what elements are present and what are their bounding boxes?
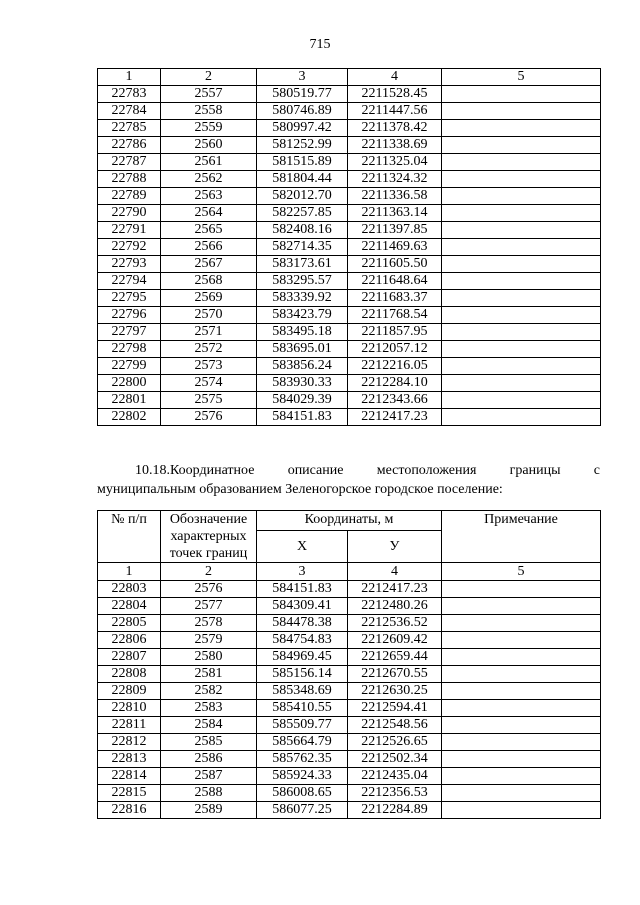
cell-note [442,717,601,734]
cell-point: 2580 [161,649,257,666]
cell-point: 2577 [161,598,257,615]
page-number: 715 [309,37,331,52]
cell-num: 22811 [98,717,161,734]
cell-point: 2576 [161,581,257,598]
cell-num: 22784 [98,103,161,120]
cell-num: 22810 [98,700,161,717]
column-number: 2 [161,69,257,86]
cell-note [442,239,601,256]
cell-point: 2585 [161,734,257,751]
table-body [98,581,601,819]
cell-note [442,375,601,392]
cell-point: 2559 [161,120,257,137]
cell-point: 2589 [161,802,257,819]
cell-y: 2212480.26 [348,598,442,615]
cell-point: 2588 [161,785,257,802]
cell-num: 22805 [98,615,161,632]
cell-y: 2212630.25 [348,683,442,700]
cell-note [442,86,601,103]
cell-note [442,273,601,290]
table-row [98,120,601,137]
table-row [98,598,601,615]
cell-y: 2211447.56 [348,103,442,120]
section-heading [97,461,600,499]
cell-x: 581804.44 [257,171,348,188]
cell-point: 2581 [161,666,257,683]
cell-point: 2560 [161,137,257,154]
cell-y: 2211857.95 [348,324,442,341]
header-note: Примечание [442,511,601,563]
cell-num: 22796 [98,307,161,324]
coordinates-table [97,510,601,819]
cell-point: 2584 [161,717,257,734]
cell-x: 583930.33 [257,375,348,392]
cell-point: 2583 [161,700,257,717]
table-row [98,341,601,358]
table-row [98,785,601,802]
cell-note [442,802,601,819]
table-row [98,409,601,426]
cell-x: 580519.77 [257,86,348,103]
cell-point: 2565 [161,222,257,239]
section-heading-line: 10.18.Координатное описание местоположения границы с [135,463,600,478]
cell-num: 22788 [98,171,161,188]
cell-point: 2561 [161,154,257,171]
column-number: 3 [257,563,348,581]
cell-x: 584151.83 [257,409,348,426]
cell-point: 2573 [161,358,257,375]
cell-num: 22806 [98,632,161,649]
column-number: 1 [98,69,161,86]
cell-x: 584969.45 [257,649,348,666]
column-number: 2 [161,563,257,581]
cell-x: 585348.69 [257,683,348,700]
table-row [98,188,601,205]
column-number-row [98,69,601,86]
cell-num: 22802 [98,409,161,426]
table-row [98,683,601,700]
cell-point: 2578 [161,615,257,632]
column-number: 5 [442,69,601,86]
cell-num: 22793 [98,256,161,273]
table-row [98,751,601,768]
cell-note [442,154,601,171]
cell-note [442,615,601,632]
cell-note [442,751,601,768]
cell-y: 2211683.37 [348,290,442,307]
cell-y: 2212284.10 [348,375,442,392]
table-row [98,632,601,649]
cell-y: 2211336.58 [348,188,442,205]
table-row [98,324,601,341]
cell-note [442,256,601,273]
cell-num: 22813 [98,751,161,768]
cell-x: 585664.79 [257,734,348,751]
cell-note [442,632,601,649]
table-row [98,171,601,188]
cell-note [442,392,601,409]
table-row [98,358,601,375]
cell-num: 22783 [98,86,161,103]
cell-x: 582714.35 [257,239,348,256]
cell-num: 22787 [98,154,161,171]
table-row [98,392,601,409]
table-body [98,86,601,426]
cell-note [442,649,601,666]
column-number: 1 [98,563,161,581]
table-row [98,154,601,171]
cell-y: 2212659.44 [348,649,442,666]
table-row [98,700,601,717]
cell-x: 583173.61 [257,256,348,273]
cell-num: 22808 [98,666,161,683]
cell-note [442,409,601,426]
header-row [98,511,601,531]
column-number: 4 [348,69,442,86]
cell-point: 2574 [161,375,257,392]
cell-x: 585156.14 [257,666,348,683]
cell-y: 2212670.55 [348,666,442,683]
table-row [98,256,601,273]
cell-x: 583495.18 [257,324,348,341]
cell-y: 2211648.64 [348,273,442,290]
cell-note [442,734,601,751]
cell-point: 2579 [161,632,257,649]
cell-num: 22816 [98,802,161,819]
cell-x: 580997.42 [257,120,348,137]
header-designation: Обозначение характерных точек границ [161,511,257,563]
table-row [98,615,601,632]
table-row [98,666,601,683]
cell-point: 2575 [161,392,257,409]
cell-x: 582012.70 [257,188,348,205]
cell-y: 2212548.56 [348,717,442,734]
cell-num: 22790 [98,205,161,222]
cell-note [442,683,601,700]
cell-x: 585509.77 [257,717,348,734]
table-row [98,717,601,734]
cell-point: 2582 [161,683,257,700]
cell-y: 2212609.42 [348,632,442,649]
cell-y: 2211363.14 [348,205,442,222]
cell-note [442,290,601,307]
header-x: X [257,530,348,562]
cell-y: 2211605.50 [348,256,442,273]
cell-x: 586008.65 [257,785,348,802]
cell-note [442,581,601,598]
cell-num: 22794 [98,273,161,290]
cell-y: 2212343.66 [348,392,442,409]
cell-y: 2212594.41 [348,700,442,717]
cell-x: 583339.92 [257,290,348,307]
cell-x: 584151.83 [257,581,348,598]
cell-note [442,666,601,683]
cell-y: 2211528.45 [348,86,442,103]
table-row [98,375,601,392]
cell-x: 581252.99 [257,137,348,154]
cell-point: 2568 [161,273,257,290]
cell-num: 22815 [98,785,161,802]
cell-point: 2562 [161,171,257,188]
cell-y: 2211378.42 [348,120,442,137]
cell-x: 584754.83 [257,632,348,649]
cell-x: 585410.55 [257,700,348,717]
cell-note [442,307,601,324]
cell-y: 2211397.85 [348,222,442,239]
cell-x: 584478.38 [257,615,348,632]
cell-note [442,188,601,205]
cell-x: 580746.89 [257,103,348,120]
cell-x: 585762.35 [257,751,348,768]
cell-y: 2211768.54 [348,307,442,324]
cell-point: 2564 [161,205,257,222]
table-row [98,137,601,154]
cell-y: 2212502.34 [348,751,442,768]
table-row [98,649,601,666]
cell-num: 22814 [98,768,161,785]
cell-point: 2572 [161,341,257,358]
column-number-row [98,563,601,581]
cell-note [442,785,601,802]
cell-num: 22791 [98,222,161,239]
table-row [98,86,601,103]
cell-num: 22786 [98,137,161,154]
cell-num: 22792 [98,239,161,256]
coordinates-table-continued [97,68,601,426]
table-row [98,239,601,256]
column-number: 3 [257,69,348,86]
cell-x: 582408.16 [257,222,348,239]
cell-num: 22801 [98,392,161,409]
cell-x: 581515.89 [257,154,348,171]
table-row [98,768,601,785]
cell-y: 2212526.65 [348,734,442,751]
column-number: 5 [442,563,601,581]
column-number: 4 [348,563,442,581]
table-row [98,222,601,239]
cell-num: 22797 [98,324,161,341]
table-row [98,273,601,290]
cell-note [442,137,601,154]
cell-x: 584029.39 [257,392,348,409]
cell-x: 583423.79 [257,307,348,324]
cell-point: 2570 [161,307,257,324]
cell-num: 22807 [98,649,161,666]
cell-y: 2212356.53 [348,785,442,802]
cell-x: 584309.41 [257,598,348,615]
table-row [98,307,601,324]
cell-point: 2567 [161,256,257,273]
cell-y: 2211324.32 [348,171,442,188]
cell-y: 2211469.63 [348,239,442,256]
cell-point: 2587 [161,768,257,785]
cell-note [442,700,601,717]
cell-point: 2569 [161,290,257,307]
cell-y: 2211338.69 [348,137,442,154]
cell-note [442,768,601,785]
cell-point: 2571 [161,324,257,341]
cell-point: 2576 [161,409,257,426]
table-row [98,802,601,819]
cell-y: 2212536.52 [348,615,442,632]
section-heading-line: муниципальным образованием Зеленогорское городское поселение: [97,482,503,497]
cell-num: 22812 [98,734,161,751]
table-row [98,581,601,598]
cell-x: 583695.01 [257,341,348,358]
cell-num: 22800 [98,375,161,392]
cell-point: 2566 [161,239,257,256]
cell-point: 2558 [161,103,257,120]
cell-x: 583295.57 [257,273,348,290]
table-row [98,205,601,222]
cell-num: 22785 [98,120,161,137]
header-num: № п/п [98,511,161,563]
cell-note [442,205,601,222]
table-row [98,734,601,751]
cell-num: 22789 [98,188,161,205]
cell-note [442,222,601,239]
cell-note [442,324,601,341]
cell-note [442,341,601,358]
cell-x: 585924.33 [257,768,348,785]
cell-y: 2212284.89 [348,802,442,819]
cell-note [442,103,601,120]
cell-note [442,598,601,615]
cell-x: 582257.85 [257,205,348,222]
cell-y: 2212435.04 [348,768,442,785]
cell-y: 2212417.23 [348,581,442,598]
cell-x: 586077.25 [257,802,348,819]
cell-num: 22809 [98,683,161,700]
cell-y: 2212417.23 [348,409,442,426]
header-y: У [348,530,442,562]
cell-point: 2557 [161,86,257,103]
cell-note [442,120,601,137]
cell-note [442,171,601,188]
cell-num: 22798 [98,341,161,358]
cell-x: 583856.24 [257,358,348,375]
cell-num: 22795 [98,290,161,307]
cell-num: 22803 [98,581,161,598]
cell-y: 2211325.04 [348,154,442,171]
header-coordinates: Координаты, м [257,511,442,531]
cell-y: 2212057.12 [348,341,442,358]
table-row [98,103,601,120]
cell-num: 22804 [98,598,161,615]
cell-point: 2586 [161,751,257,768]
table-row [98,290,601,307]
cell-note [442,358,601,375]
cell-num: 22799 [98,358,161,375]
cell-point: 2563 [161,188,257,205]
cell-y: 2212216.05 [348,358,442,375]
